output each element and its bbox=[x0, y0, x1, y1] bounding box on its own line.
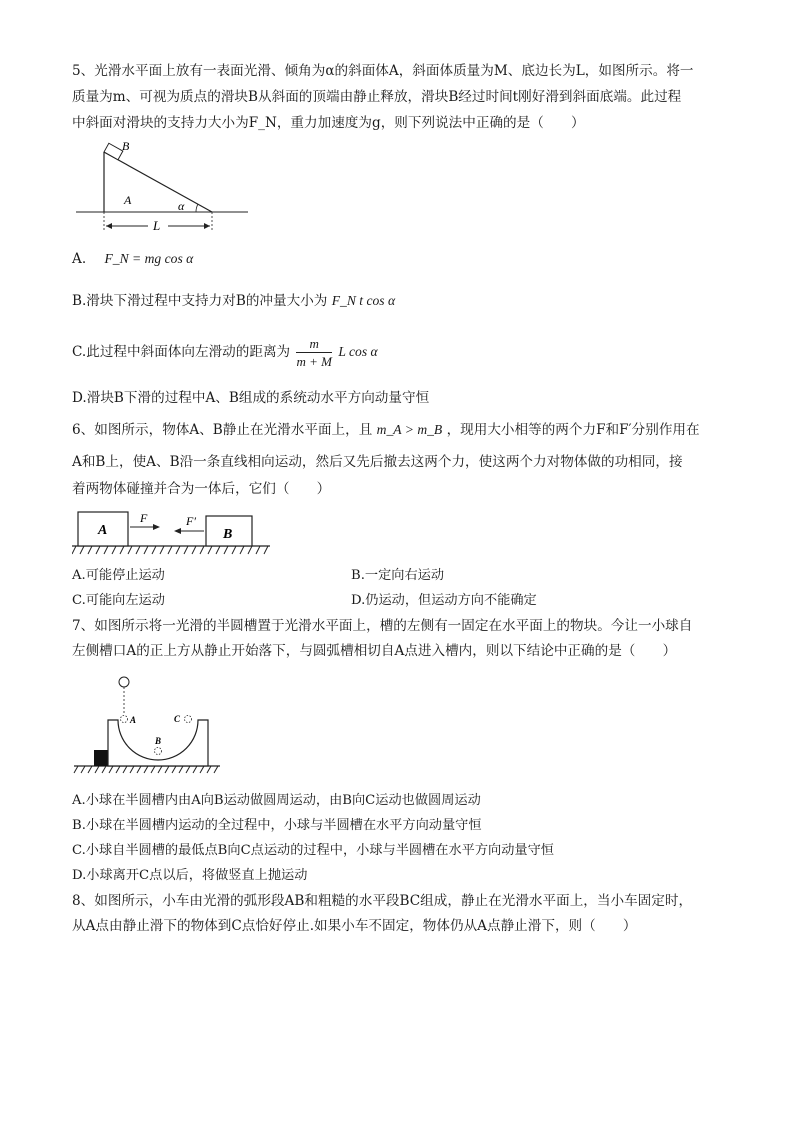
q6-blocks-figure bbox=[72, 508, 272, 558]
q5-label-angle: α bbox=[178, 199, 185, 213]
q7-option-b[interactable]: B.小球在半圆槽内运动的全过程中，小球与半圆槽在水平方向动量守恒 bbox=[72, 818, 482, 833]
q5-label-length-l: L bbox=[153, 218, 161, 233]
q5-option-c-denominator: m + M bbox=[296, 354, 332, 369]
q6-option-a[interactable]: A.可能停止运动 bbox=[72, 568, 165, 583]
q6-label-force-f: F bbox=[140, 511, 148, 525]
q5-label-body-a: A bbox=[124, 193, 132, 207]
q7-label-point-c: C bbox=[174, 714, 181, 724]
q7-label-point-a: A bbox=[130, 715, 137, 725]
q6-label-force-f-prime: F′ bbox=[186, 514, 196, 528]
q5-option-c-fraction bbox=[296, 336, 332, 369]
q8-stem-line-1: 8、如图所示，小车由光滑的弧形段AB和粗糙的水平段BC组成，静止在光滑水平面上，当小车固定时， bbox=[72, 893, 693, 909]
q5-option-c[interactable] bbox=[72, 336, 378, 369]
q6-stem-line-1a: 6、如图所示，物体A、B静止在光滑水平面上，且 bbox=[72, 422, 373, 438]
q6-option-c[interactable]: C.可能向左运动 bbox=[72, 593, 165, 608]
q5-option-a[interactable] bbox=[72, 250, 193, 268]
q7-stem-line-1: 7、如图所示将一光滑的半圆槽置于光滑水平面上，槽的左侧有一固定在水平面上的物块。今让一小球自 bbox=[72, 618, 693, 634]
q5-option-b-formula: F_N t cos α bbox=[331, 293, 396, 308]
q6-stem-line-1 bbox=[72, 421, 700, 439]
q5-option-b[interactable] bbox=[72, 292, 395, 310]
q5-stem-line-1: 5、光滑水平面上放有一表面光滑、倾角为α的斜面体A，斜面体质量为M、底边长为L，如图所示。将一 bbox=[72, 63, 694, 79]
q7-option-a[interactable]: A.小球在半圆槽内由A向B运动做圆周运动，由B向C运动也做圆周运动 bbox=[72, 793, 481, 808]
q5-label-block-b: B bbox=[122, 139, 130, 153]
q6-stem-line-1b: ，现用大小相等的两个力F和F′分别作用在 bbox=[446, 422, 700, 438]
q6-label-block-b: B bbox=[223, 527, 233, 542]
q5-option-c-text: C.此过程中斜面体向左滑动的距离为 bbox=[72, 344, 291, 360]
q6-option-d[interactable]: D.仍运动，但运动方向不能确定 bbox=[351, 593, 537, 608]
q8-stem-line-2: 从A点由静止滑下的物体到C点恰好停止.如果小车不固定，物体仍从A点静止滑下，则（ ） bbox=[72, 918, 637, 934]
q7-stem-line-2: 左侧槽口A的正上方从静止开始落下，与圆弧槽相切自A点进入槽内，则以下结论中正确的是（ ） bbox=[72, 643, 677, 659]
q7-option-c[interactable]: C.小球自半圆槽的最低点B向C点运动的过程中，小球与半圆槽在水平方向动量守恒 bbox=[72, 843, 554, 858]
q6-option-b[interactable]: B.一定向右运动 bbox=[351, 568, 445, 583]
q6-stem-line-3: 着两物体碰撞并合为一体后，它们（ ） bbox=[72, 481, 331, 497]
q7-semicircle-groove-figure bbox=[72, 670, 222, 780]
q6-label-block-a: A bbox=[98, 523, 108, 538]
q7-option-d[interactable]: D.小球离开C点以后，将做竖直上抛运动 bbox=[72, 868, 308, 883]
q5-option-a-formula: F_N = mg cos α bbox=[104, 251, 194, 266]
q5-option-d[interactable]: D.滑块B下滑的过程中A、B组成的系统动水平方向动量守恒 bbox=[72, 390, 430, 406]
q7-label-point-b: B bbox=[155, 736, 162, 746]
q6-stem-line-2: A和B上，使A、B沿一条直线相向运动，然后又先后撤去这两个力，使这两个力对物体做的功相同，接 bbox=[72, 454, 683, 470]
q5-option-a-prefix: A. bbox=[72, 251, 87, 267]
q5-option-c-tail: L cos α bbox=[338, 344, 378, 359]
q5-option-b-text: B.滑块下滑过程中支持力对B的冲量大小为 bbox=[72, 293, 328, 309]
q5-option-c-numerator: m bbox=[296, 336, 332, 353]
q6-mass-inequality: m_A > m_B bbox=[376, 422, 443, 437]
q5-stem-line-3: 中斜面对滑块的支持力大小为F_N，重力加速度为g，则下列说法中正确的是（ ） bbox=[72, 115, 585, 131]
q5-incline-figure bbox=[72, 138, 252, 238]
q5-stem-line-2: 质量为m、可视为质点的滑块B从斜面的顶端由静止释放，滑块B经过时间t刚好滑到斜面底端。此过程 bbox=[72, 89, 682, 105]
